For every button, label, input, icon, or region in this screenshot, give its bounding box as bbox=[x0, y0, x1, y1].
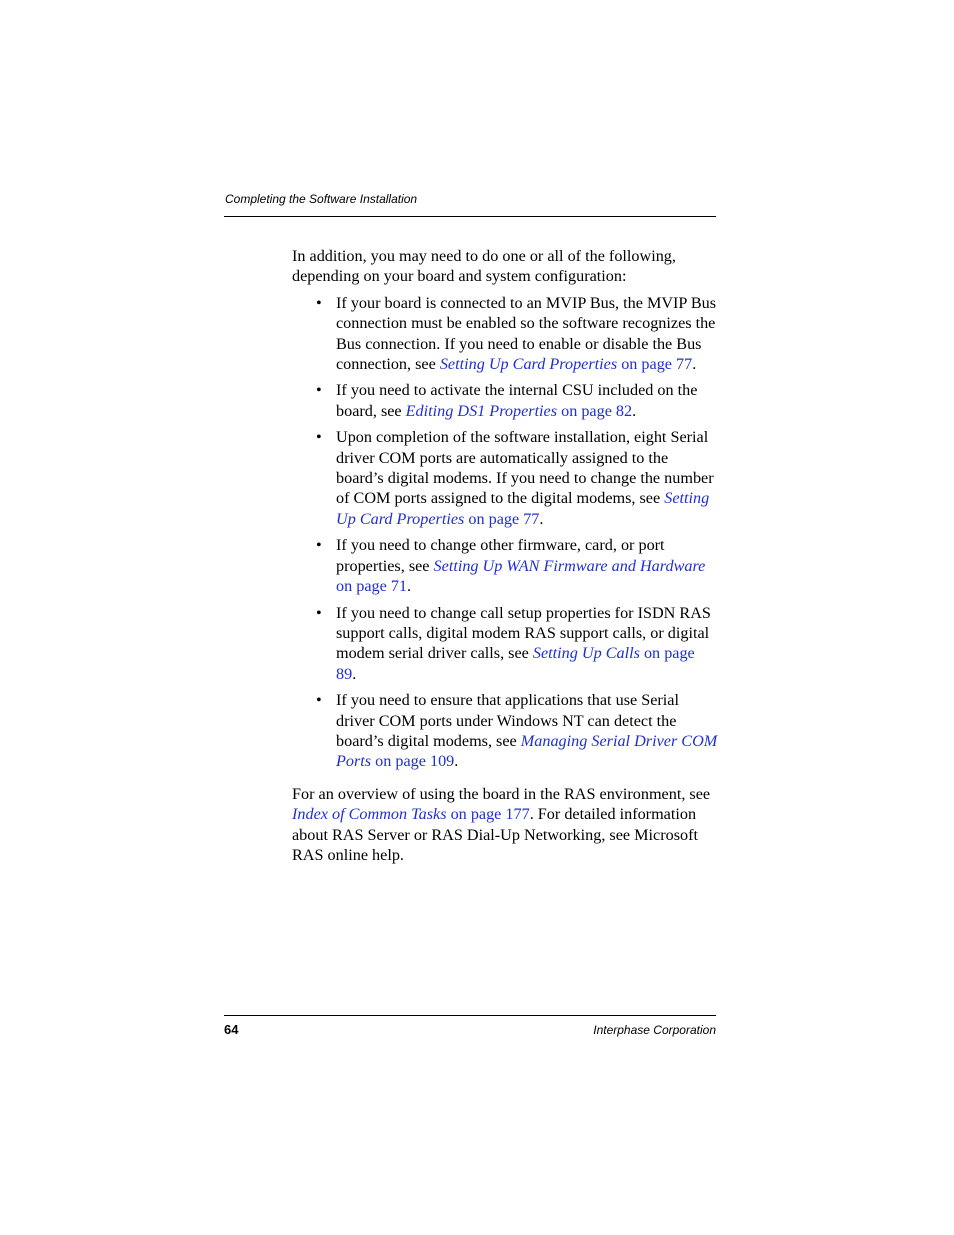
bullet-icon: • bbox=[316, 603, 322, 622]
list-item-suffix: . bbox=[352, 664, 357, 683]
list-item-text: If you need to change other firmware, card, or port properties, see bbox=[336, 536, 665, 575]
task-bullet-list bbox=[292, 293, 718, 772]
link-page-ref: on page 109 bbox=[371, 752, 455, 771]
cross-reference-link[interactable] bbox=[406, 402, 632, 420]
footer-company: Interphase Corporation bbox=[593, 1023, 716, 1037]
closing-text-suffix: . For detailed information about RAS Server or RAS Dial-Up Networking, see Microsoft RAS online help. bbox=[292, 805, 698, 864]
intro-paragraph: In addition, you may need to do one or all of the following, depending on your board and system configuration: bbox=[292, 247, 676, 286]
link-page-ref: on page 77 bbox=[617, 355, 693, 374]
link-page-ref: on page 89 bbox=[336, 644, 695, 683]
list-item bbox=[292, 427, 718, 529]
list-item-suffix: . bbox=[632, 401, 637, 420]
link-page-ref: on page 82 bbox=[557, 401, 633, 420]
page-body bbox=[292, 246, 718, 865]
link-title: Index of Common Tasks bbox=[292, 805, 447, 824]
link-title: Managing Serial Driver COM Ports bbox=[336, 731, 718, 771]
header-rule bbox=[224, 216, 716, 217]
closing-text: For an overview of using the board in the RAS environment, see bbox=[292, 784, 711, 803]
list-item-suffix: . bbox=[407, 577, 412, 596]
bullet-icon: • bbox=[316, 691, 322, 710]
list-item bbox=[292, 293, 718, 375]
list-item-suffix: . bbox=[454, 752, 459, 771]
bullet-icon: • bbox=[316, 293, 322, 312]
list-item bbox=[292, 690, 718, 772]
bullet-icon: • bbox=[316, 381, 322, 400]
cross-reference-link[interactable] bbox=[292, 805, 530, 823]
bullet-icon: • bbox=[316, 428, 322, 447]
list-item-text: If your board is connected to an MVIP Bus, the MVIP Bus connection must be enabled so the software recognizes the Bus connection. If you need to enable or disable the Bus connection, see bbox=[336, 293, 717, 374]
link-page-ref: on page 177 bbox=[446, 805, 530, 824]
page-number: 64 bbox=[224, 1022, 239, 1037]
footer-rule bbox=[224, 1015, 716, 1016]
list-item-text: Upon completion of the software installation, eight Serial driver COM ports are automatically assigned to the board’s digital modems. If you need to change the number of COM ports assigned to the digital modems, see bbox=[336, 428, 714, 508]
list-item-text: If you need to activate the internal CSU included on the board, see bbox=[336, 381, 698, 420]
link-page-ref: on page 77 bbox=[464, 509, 540, 528]
closing-paragraph bbox=[292, 784, 718, 866]
link-title: Editing DS1 Properties bbox=[405, 401, 558, 420]
list-item bbox=[292, 535, 718, 596]
list-item bbox=[292, 603, 718, 685]
list-item-text: If you need to ensure that applications that use Serial driver COM ports under Windows NT can detect the board’s digital modems, see bbox=[336, 691, 679, 750]
link-page-ref: on page 71 bbox=[336, 577, 408, 596]
link-title: Setting Up WAN Firmware and Hardware bbox=[433, 556, 706, 575]
list-item-text: If you need to change call setup properties for ISDN RAS support calls, digital modem RAS support calls, or digital modem serial driver calls, see bbox=[336, 603, 711, 663]
link-title: Setting Up Card Properties bbox=[439, 355, 618, 374]
bullet-icon: • bbox=[316, 536, 322, 555]
running-header-title: Completing the Software Installation bbox=[225, 192, 418, 206]
link-title: Setting Up Card Properties bbox=[336, 489, 710, 528]
link-title: Setting Up Calls bbox=[532, 644, 640, 663]
list-item bbox=[292, 380, 718, 421]
cross-reference-link[interactable] bbox=[440, 355, 692, 373]
list-item-suffix: . bbox=[539, 509, 544, 528]
list-item-suffix: . bbox=[692, 355, 697, 374]
